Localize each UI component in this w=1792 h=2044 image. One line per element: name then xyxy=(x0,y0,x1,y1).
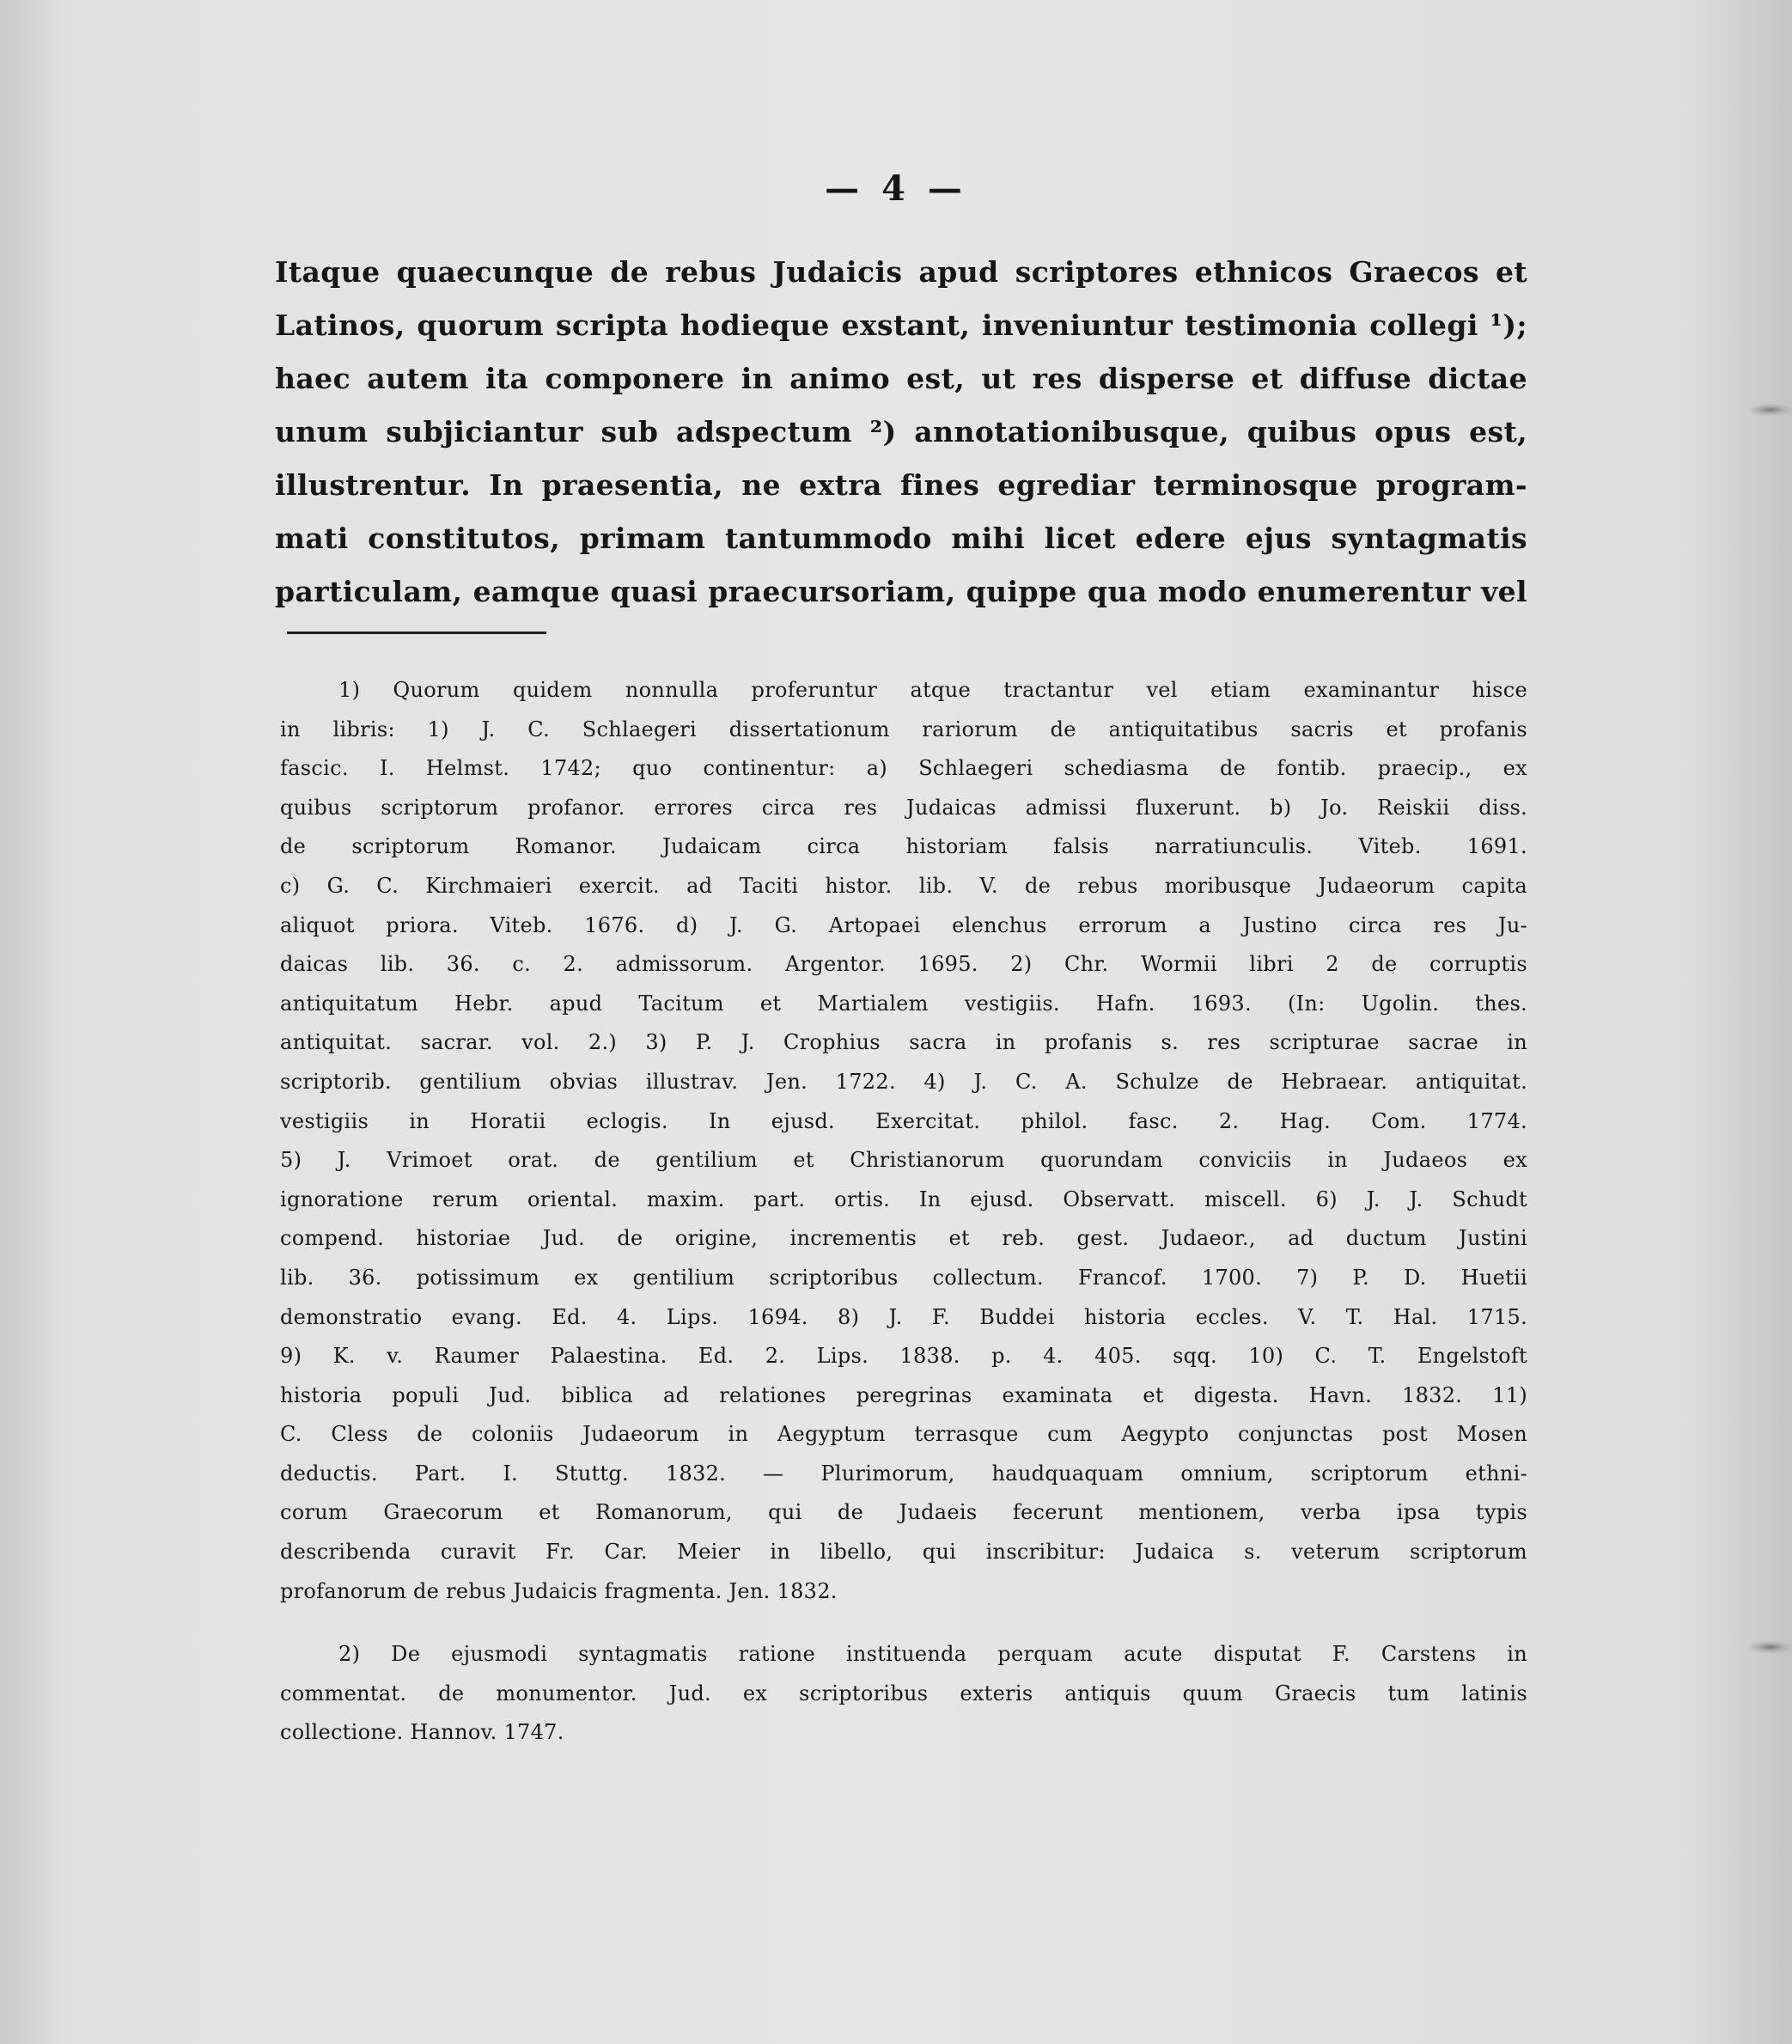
footnote-line: collectione. Hannov. 1747. xyxy=(280,1720,564,1745)
page-number: — 4 — xyxy=(825,168,967,209)
footnote-line: de scriptorum Romanor. Judaicam circa historiam falsis narratiunculis. Viteb. 1691. xyxy=(280,834,1527,859)
footnote-line: c) G. C. Kirchmaieri exercit. ad Taciti histor. lib. V. de rebus moribusque Judaeorum capita xyxy=(280,873,1527,898)
main-text-line: haec autem ita componere in animo est, ut res disperse et diffuse dictae xyxy=(275,362,1527,395)
footnote-line: profanorum de rebus Judaicis fragmenta. Jen. 1832. xyxy=(280,1578,838,1603)
main-text-line: Itaque quaecunque de rebus Judaicis apud scriptores ethnicos Graecos et xyxy=(275,255,1527,289)
footnote-line: fascic. I. Helmst. 1742; quo continentur: a) Schlaegeri schediasma de fontib. praecip., ex xyxy=(280,756,1527,781)
footnote-line: describenda curavit Fr. Car. Meier in libello, qui inscribitur: Judaica s. veterum scriptorum xyxy=(280,1540,1527,1565)
footnote-line: aliquot priora. Viteb. 1676. d) J. G. Artopaei elenchus errorum a Justino circa res Ju- xyxy=(280,912,1527,937)
footnote-gap xyxy=(280,1611,1527,1635)
footnote-line: historia populi Jud. biblica ad relationes peregrinas examinata et digesta. Havn. 1832. 11) xyxy=(280,1382,1527,1407)
footnote-line: vestigiis in Horatii eclogis. In ejusd. Exercitat. philol. fasc. 2. Hag. Com. 1774. xyxy=(280,1108,1527,1133)
footnote-line: antiquitat. sacrar. vol. 2.) 3) P. J. Crophius sacra in profanis s. res scripturae sacrae in xyxy=(280,1030,1527,1055)
footnote-line: commentat. de monumentor. Jud. ex scriptoribus exteris antiquis quum Graecis tum latinis xyxy=(280,1681,1527,1705)
footnote-2 xyxy=(280,1635,1527,1753)
footnote-line: 5) J. Vrimoet orat. de gentilium et Christianorum quorundam conviciis in Judaeos ex xyxy=(280,1148,1527,1173)
footnote-line: 1) Quorum quidem nonnulla proferuntur atque tractantur vel etiam examinantur hisce xyxy=(338,678,1527,702)
footnote-separator-rule xyxy=(287,632,546,634)
footnote-line: 2) De ejusmodi syntagmatis ratione instituenda perquam acute disputat F. Carstens in xyxy=(338,1642,1527,1667)
page-edge-mark xyxy=(1749,404,1792,416)
main-text-line: illustrentur. In praesentia, ne extra fines egrediar terminosque program- xyxy=(275,468,1527,502)
main-text-line: Latinos, quorum scripta hodieque exstant, inveniuntur testimonia collegi ¹); xyxy=(275,308,1527,342)
footnote-1 xyxy=(280,671,1527,1611)
main-paragraph xyxy=(275,246,1527,619)
footnote-line: in libris: 1) J. C. Schlaegeri dissertationum rariorum de antiquitatibus sacris et profanis xyxy=(280,717,1527,741)
footnote-line: daicas lib. 36. c. 2. admissorum. Argentor. 1695. 2) Chr. Wormii libri 2 de corruptis xyxy=(280,952,1527,977)
page-edge-mark xyxy=(1749,1641,1792,1653)
footnote-line: scriptorib. gentilium obvias illustrav. Jen. 1722. 4) J. C. A. Schulze de Hebraear. antiquitat. xyxy=(280,1069,1527,1094)
footnote-line: corum Graecorum et Romanorum, qui de Judaeis fecerunt mentionem, verba ipsa typis xyxy=(280,1500,1527,1525)
footnote-line: quibus scriptorum profanor. errores circa res Judaicas admissi fluxerunt. b) Jo. Reiskii diss. xyxy=(280,795,1527,820)
footnote-line: deductis. Part. I. Stuttg. 1832. — Plurimorum, haudquaquam omnium, scriptorum ethni- xyxy=(280,1461,1527,1486)
main-text-line: mati constitutos, primam tantummodo mihi licet edere ejus syntagmatis xyxy=(275,522,1527,555)
footnote-line: antiquitatum Hebr. apud Tacitum et Martialem vestigiis. Hafn. 1693. (In: Ugolin. thes. xyxy=(280,991,1527,1016)
main-text-line: particulam, eamque quasi praecursoriam, quippe qua modo enumerentur vel xyxy=(275,575,1527,608)
footnote-line: C. Cless de coloniis Judaeorum in Aegyptum terrasque cum Aegypto conjunctas post Mosen xyxy=(280,1422,1527,1447)
footnote-line: lib. 36. potissimum ex gentilium scriptoribus collectum. Francof. 1700. 7) P. D. Huetii xyxy=(280,1265,1527,1290)
footnote-line: compend. historiae Jud. de origine, incrementis et reb. gest. Judaeor., ad ductum Justini xyxy=(280,1226,1527,1251)
main-text-line: unum subjiciantur sub adspectum ²) annotationibusque, quibus opus est, xyxy=(275,415,1527,448)
footnote-line: demonstratio evang. Ed. 4. Lips. 1694. 8) J. F. Buddei historia eccles. V. T. Hal. 1715. xyxy=(280,1304,1527,1329)
footnote-line: ignoratione rerum oriental. maxim. part. ortis. In ejusd. Observatt. miscell. 6) J. J. Schudt xyxy=(280,1187,1527,1211)
footnote-line: 9) K. v. Raumer Palaestina. Ed. 2. Lips. 1838. p. 4. 405. sqq. 10) C. T. Engelstoft xyxy=(280,1344,1527,1369)
footnotes xyxy=(280,671,1527,1753)
